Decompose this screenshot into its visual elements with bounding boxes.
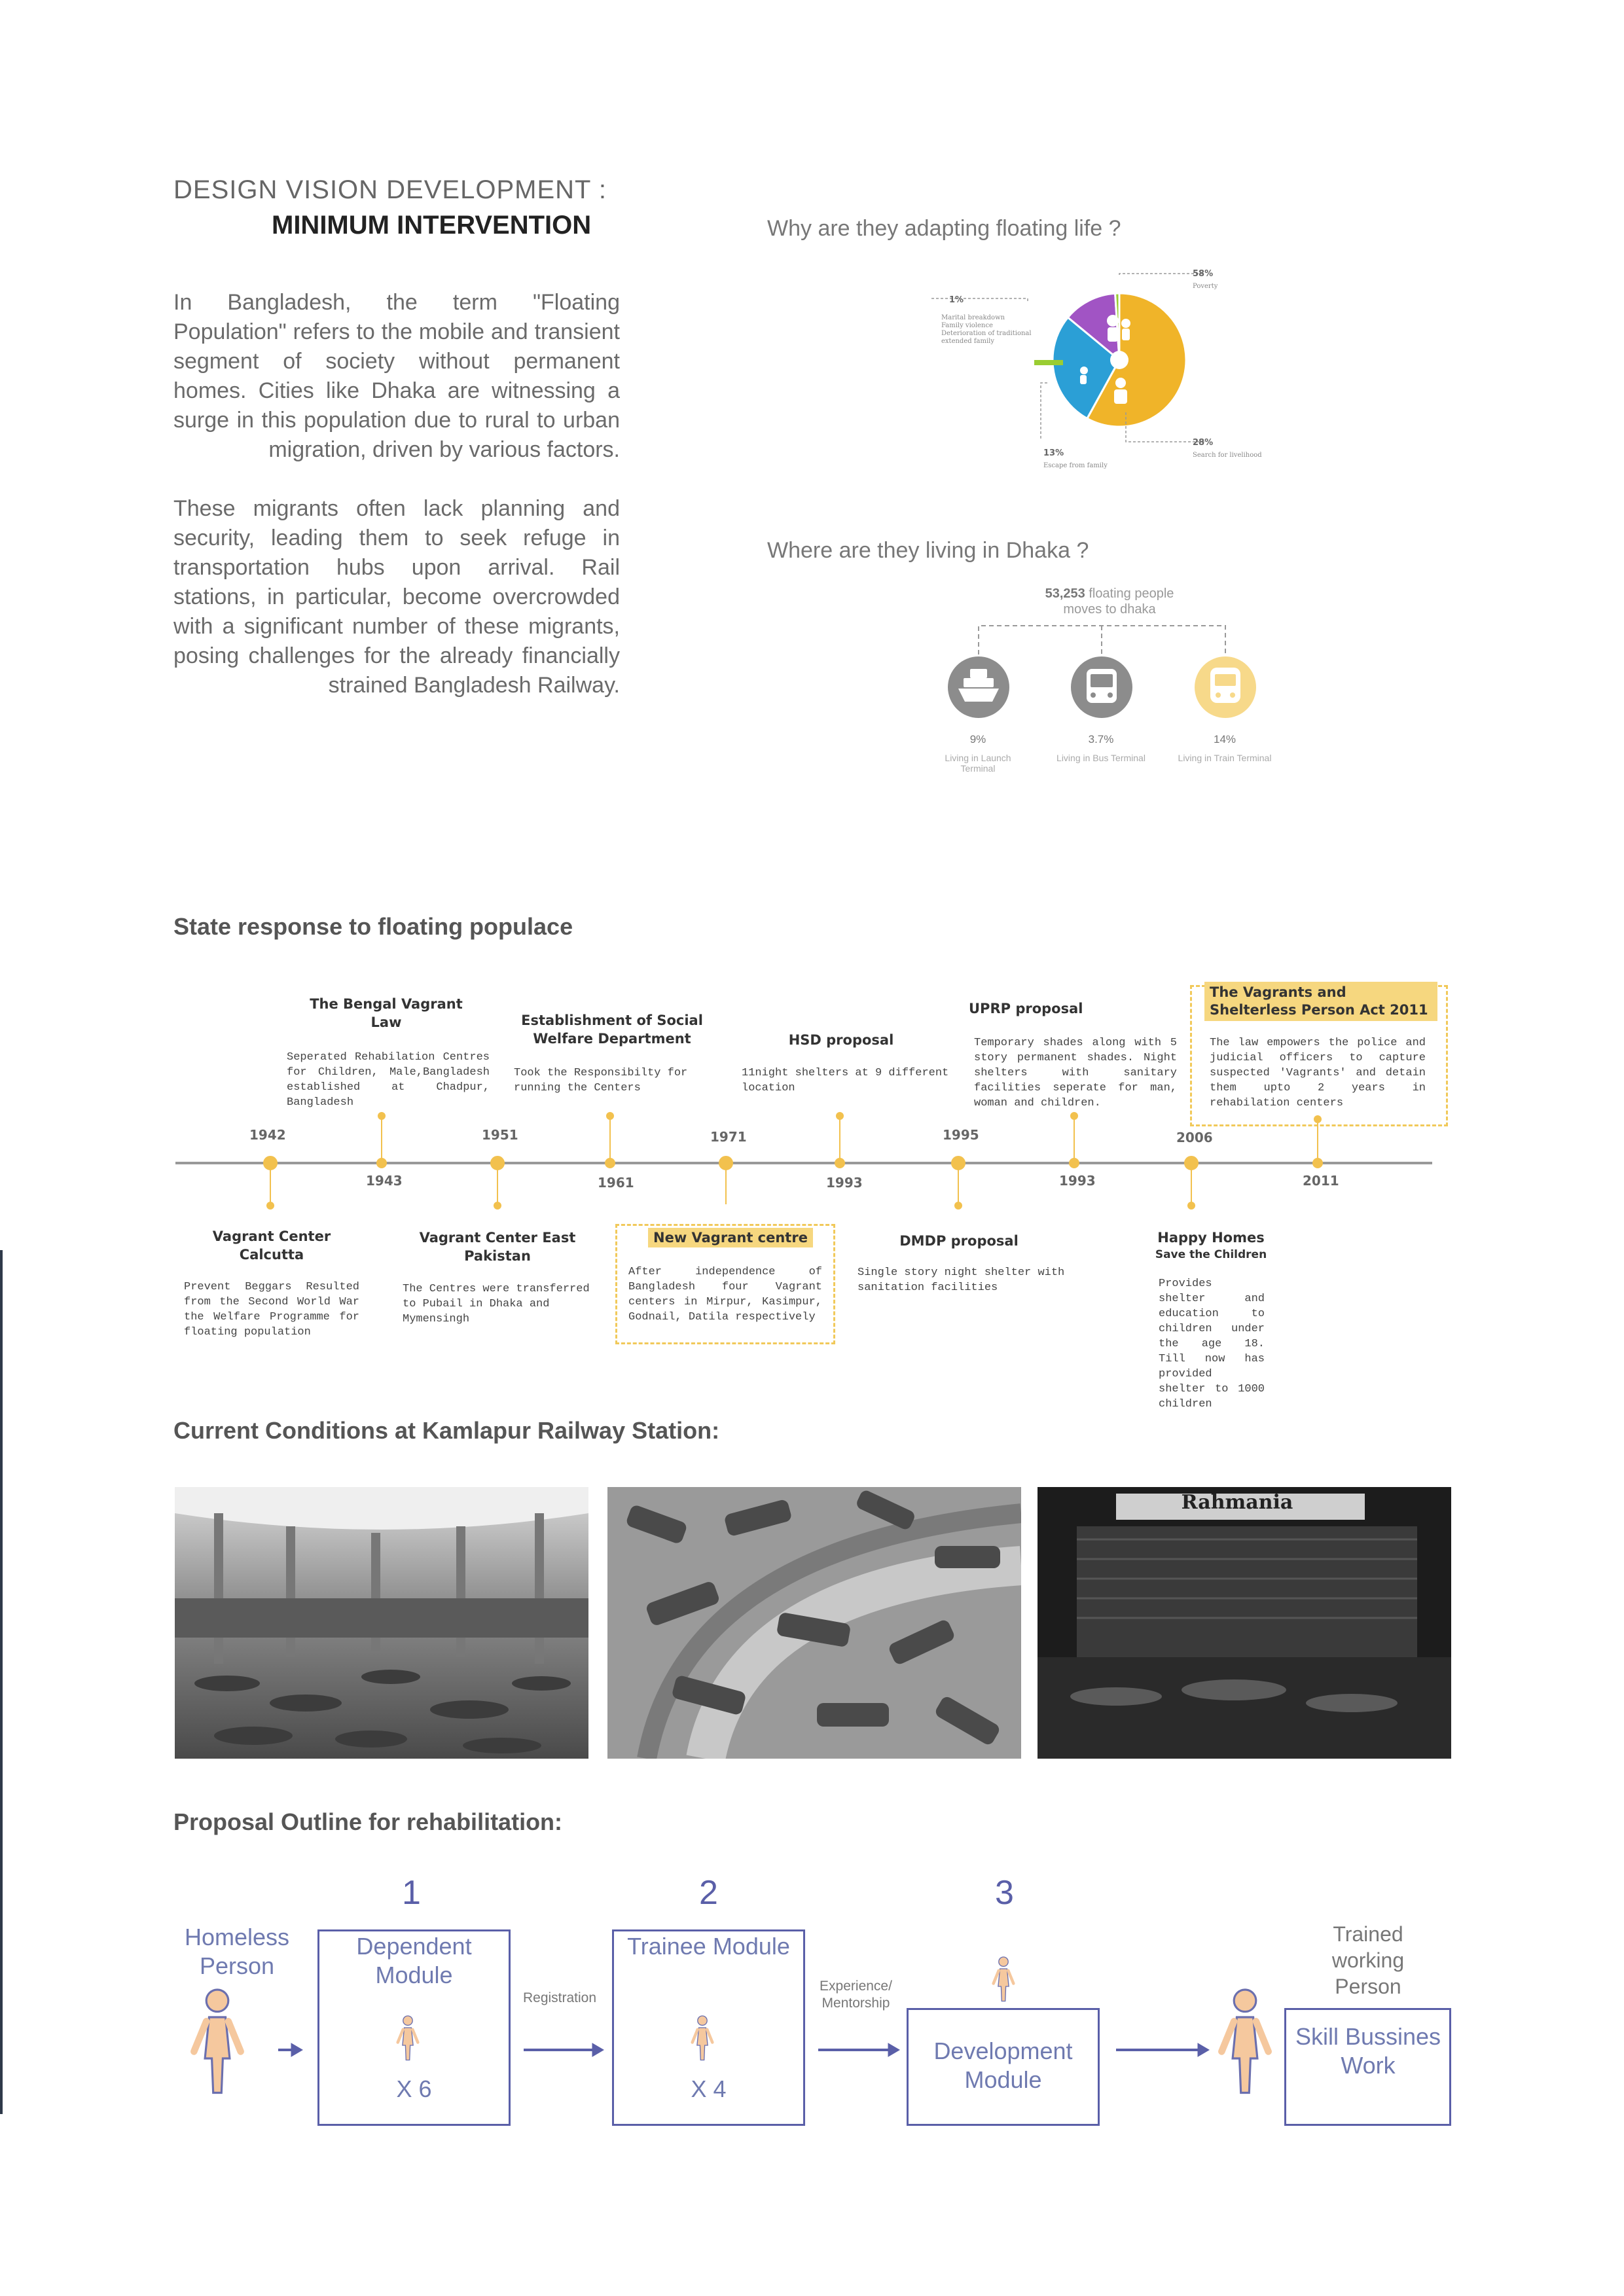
timeline-item-happy-homes-desc: Provides shelter and education to children under the age 18. Till now has provided shelter to 1000 children: [1159, 1278, 1265, 1410]
homeless-person-label: Homeless Person: [184, 1924, 290, 1979]
timeline-item-uprp-desc: Temporary shades along with 5 story permanent shades. Night shelters with sanitary facilities seperate for man, woman and children.: [974, 1037, 1177, 1109]
experience-label: Experience/ Mentorship: [820, 1979, 892, 2011]
timeline-item-new-vagrant-desc: After independence of Bangladesh four Vagrant centers in Mirpur, Kasimpur, Godnail, Datila respectively: [628, 1266, 822, 1323]
pie-center: [1110, 351, 1128, 369]
why-question: Why are they adapting floating life ?: [767, 216, 1121, 241]
where-count-label: floating people: [1089, 586, 1174, 601]
timeline-markers: [0, 1106, 1624, 1224]
train-icon: [1210, 668, 1240, 703]
timeline-item-happy-homes-title: Happy Homes: [1157, 1230, 1265, 1246]
pie-label-marital-4: extended family: [941, 338, 995, 345]
bus-pct: 3.7%: [1088, 733, 1114, 745]
trainee-module-mult: X 4: [691, 2075, 727, 2102]
pie-small-slice-marker: [1034, 360, 1063, 365]
year-1942: 1942: [249, 1127, 286, 1143]
timeline-item-bengal-vagrant-law-desc: Seperated Rehabilation Centres for Children, Male,Bangladesh established at Chadpur, Bangladesh: [287, 1051, 490, 1109]
worker-icon: [1114, 378, 1127, 404]
pie-label-marital-3: Deterioration of traditional: [941, 330, 1032, 337]
module-1-number: 1: [402, 1874, 421, 1912]
timeline-item-dmdp-title: DMDP proposal: [899, 1233, 1019, 1249]
timeline-item-bengal-vagrant-law-title: The Bengal Vagrant Law: [310, 996, 463, 1030]
timeline-item-dmdp-desc: Single story night shelter with sanitation facilities: [857, 1266, 1065, 1294]
where-count-number: 53,253: [1045, 586, 1085, 601]
platform-sleepers-photo: [607, 1487, 1021, 1759]
proposal-title: Proposal Outline for rehabilitation:: [173, 1808, 563, 1835]
pie-label-marital-2: Family violence: [941, 322, 993, 329]
intro-paragraph-2: These migrants often lack planning and security, leading them to seek refuge in transportation hubs upon arrival. Rail stations, in particular, become overcrowded with a significant number of these migrants, posing challenges for the already financially strained Bangladesh Railway.: [173, 496, 620, 698]
station-night-photo: [1038, 1487, 1451, 1759]
trainee-person-icon: [693, 2016, 713, 2060]
timeline-item-vagrants-act-desc: The law empowers the police and judicial officers to capture suspected 'Vagrants' and detain them upto 2 years in rehabilation centers: [1210, 1037, 1426, 1109]
skill-label: Skill Bussines Work: [1295, 2023, 1441, 2079]
pie-label-marital-pct: 1%: [949, 295, 964, 305]
module-3-number: 3: [995, 1874, 1014, 1912]
where-count-line2: moves to dhaka: [1063, 602, 1156, 617]
year-2006: 2006: [1176, 1130, 1213, 1145]
year-1943: 1943: [366, 1173, 403, 1189]
where-question: Where are they living in Dhaka ?: [767, 538, 1089, 563]
reasons-pie-chart: [929, 262, 1296, 471]
timeline-item-calcutta-title: Vagrant Center Calcutta: [212, 1229, 331, 1263]
launch-pct: 9%: [969, 733, 986, 745]
year-1993-uprp: 1993: [1059, 1173, 1096, 1189]
homeless-person-icon: [194, 1990, 240, 2093]
train-label: Living in Train Terminal: [1178, 753, 1272, 763]
timeline-item-uprp-title: UPRP proposal: [969, 1001, 1083, 1016]
trainee-module-label: Trainee Module: [627, 1933, 790, 1960]
year-1995: 1995: [943, 1127, 979, 1143]
trained-person-icon: [1221, 1990, 1268, 2093]
year-1961: 1961: [598, 1175, 634, 1191]
launch-label: Living in Launch Terminal: [945, 753, 1011, 774]
year-1951: 1951: [482, 1127, 518, 1143]
timeline-item-calcutta-desc: Prevent Beggars Resulted from the Second World War the Welfare Programme for floating population: [184, 1281, 359, 1338]
timeline-item-hsd-title: HSD proposal: [788, 1032, 894, 1048]
timeline-item-social-welfare-desc: Took the Responsibilty for running the Centers: [514, 1067, 688, 1094]
timeline-item-social-welfare-title: Establishment of Social Welfare Department: [521, 1013, 703, 1047]
timeline-item-happy-homes-subtitle: Save the Children: [1155, 1248, 1267, 1261]
pie-label-poverty: Poverty: [1193, 283, 1218, 290]
pie-label-escape: Escape from family: [1043, 462, 1108, 469]
rahmania-sign-text: Rahmania: [1181, 1491, 1293, 1514]
page-heading-line1: DESIGN VISION DEVELOPMENT :: [173, 175, 607, 204]
development-person-icon: [994, 1957, 1014, 2001]
pie-label-escape-pct: 13%: [1043, 448, 1064, 458]
dependent-module-label: Dependent Module: [356, 1933, 472, 1988]
pie-label-poverty-pct: 58%: [1193, 269, 1214, 279]
bus-label: Living in Bus Terminal: [1056, 753, 1146, 763]
year-1993-hsd: 1993: [826, 1175, 863, 1191]
timeline-item-vagrants-act-title: The Vagrants and Shelterless Person Act 2011: [1204, 982, 1437, 1021]
pie-label-livelihood: Search for livelihood: [1193, 452, 1262, 459]
dependent-module-mult: X 6: [396, 2075, 432, 2102]
timeline-item-east-pakistan-title: Vagrant Center East Pakistan: [419, 1230, 576, 1264]
state-response-title: State response to floating populace: [173, 913, 573, 940]
intro-paragraph-1: In Bangladesh, the term "Floating Population" refers to the mobile and transient segment of society without permanent homes. Cities like Dhaka are witnessing a surge in this population due to rural to urban migration, driven by various factors.: [173, 290, 620, 462]
year-1971: 1971: [710, 1129, 747, 1145]
trained-person-label: Trained working Person: [1331, 1922, 1405, 1998]
year-2011: 2011: [1303, 1173, 1339, 1189]
where-count: [1021, 586, 1198, 617]
bus-icon: [1087, 669, 1117, 703]
pie-label-livelihood-pct: 28%: [1193, 438, 1214, 448]
current-conditions-title: Current Conditions at Kamlapur Railway Station:: [173, 1417, 720, 1444]
intro-text: [173, 288, 620, 730]
module-2-number: 2: [699, 1874, 718, 1912]
proposal-flow-graphics: [0, 1931, 1624, 2134]
dependent-person-icon: [398, 2016, 418, 2060]
page-heading-line2: MINIMUM INTERVENTION: [272, 211, 592, 240]
development-module-label: Development Module: [933, 2037, 1073, 2093]
train-pct: 14%: [1213, 733, 1236, 745]
timeline-item-new-vagrant-title: New Vagrant centre: [648, 1228, 813, 1247]
pie-label-marital-1: Marital breakdown: [941, 314, 1005, 321]
station-hall-photo: [175, 1487, 588, 1759]
registration-label: Registration: [522, 1990, 597, 2005]
timeline-item-hsd-desc: 11night shelters at 9 different location: [742, 1067, 949, 1094]
timeline-item-east-pakistan-desc: The Centres were transferred to Pubail in Dhaka and Mymensingh: [403, 1283, 590, 1325]
